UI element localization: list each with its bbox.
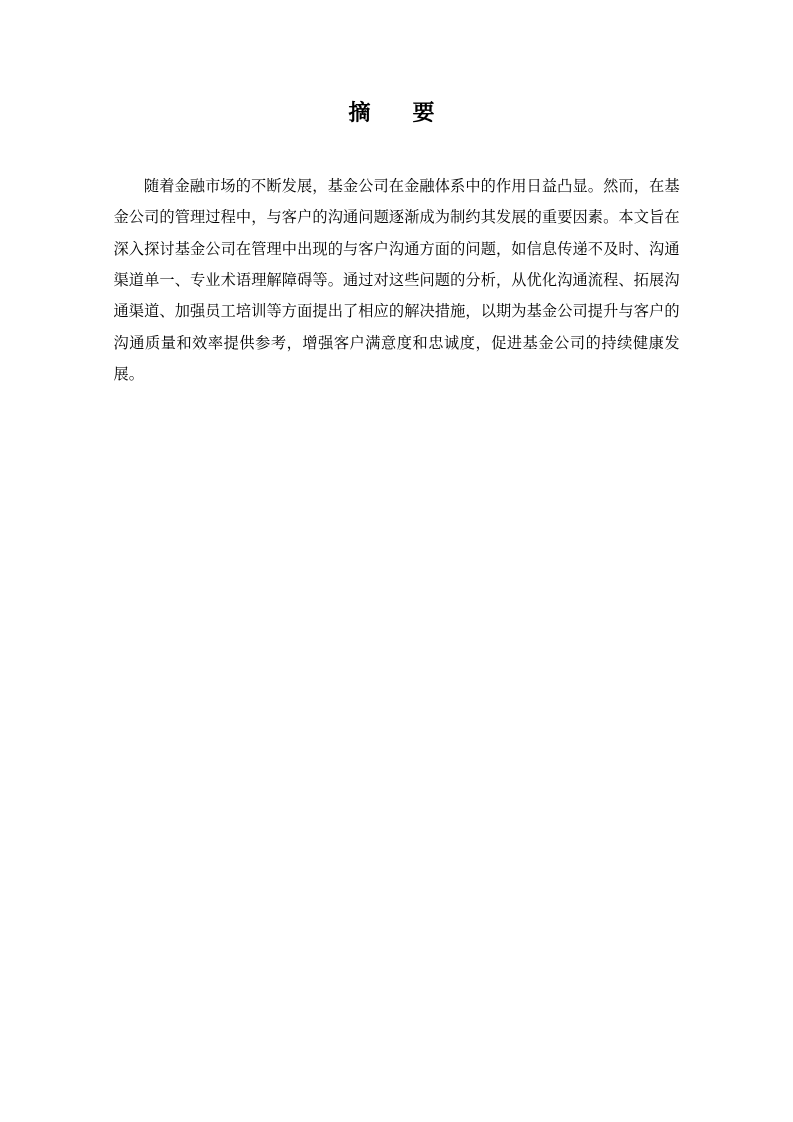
page-title: 摘 要 (348, 101, 445, 126)
abstract-paragraph: 随着金融市场的不断发展，基金公司在金融体系中的作用日益凸显。然而，在基金公司的管理过程中，与客户的沟通问题逐渐成为制约其发展的重要因素。本文旨在深入探讨基金公司在管理中出现的与客户沟通方面的问题，如信息传递不及时、沟通渠道单一、专业术语理解障碍等。通过对这些问题的分析，从优化沟通流程、拓展沟通渠道、加强员工培训等方面提出了相应的解决措施，以期为基金公司提升与客户的沟通质量和效率提供参考，增强客户满意度和忠诚度，促进基金公司的持续健康发展。 (113, 178, 680, 383)
